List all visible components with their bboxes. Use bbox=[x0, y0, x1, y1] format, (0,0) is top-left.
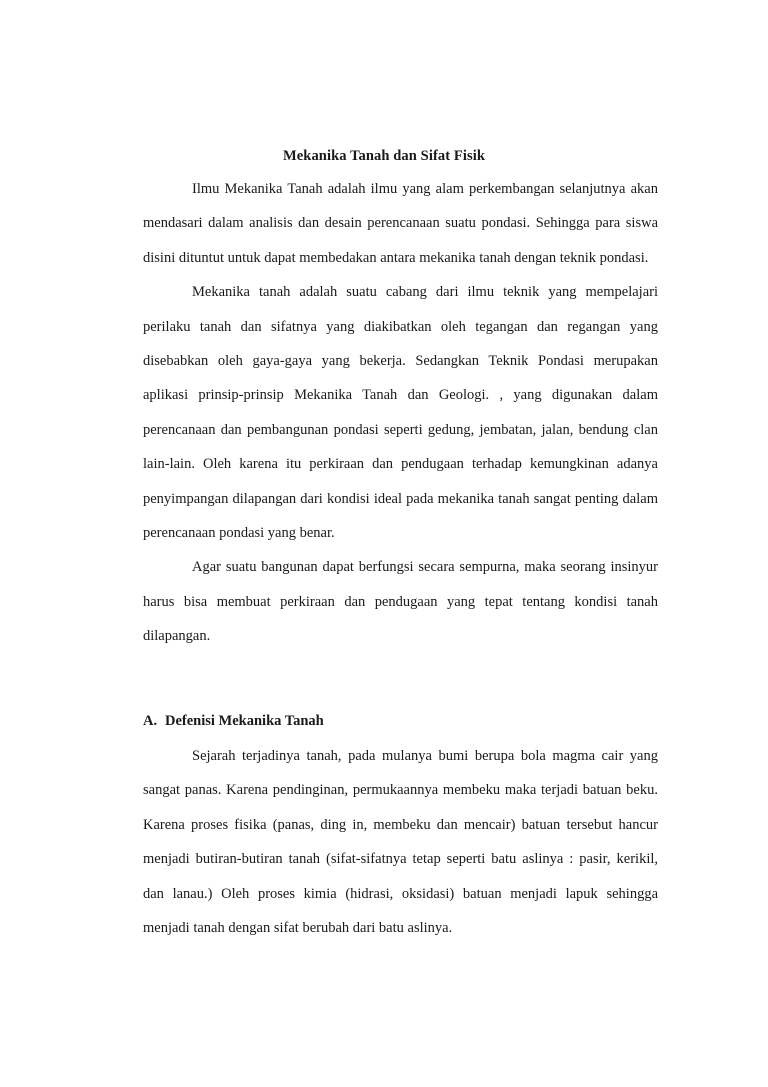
paragraph-intro-2: Mekanika tanah adalah suatu cabang dari ilmu teknik yang mempelajari perilaku tanah dan sifatnya yang diakibatkan oleh tegangan dan regangan yang disebabkan oleh gaya-gaya yang bekerja. Sedangkan Teknik Pondasi merupakan aplikasi prinsip-prinsip Mekanika Tanah dan Geologi. , yang digunakan dalam perencanaan dan pembangunan pondasi seperti gedung, jembatan, jalan, bendung clan lain-lain. Oleh karena itu perkiraan dan pendugaan terhadap kemungkinan adanya penyimpangan dilapangan dari kondisi ideal pada mekanika tanah sangat penting dalam perencanaan pondasi yang benar. bbox=[143, 284, 658, 542]
intro-text-block bbox=[143, 172, 658, 654]
section-number: A. bbox=[143, 713, 158, 729]
page-title: Mekanika Tanah dan Sifat Fisik bbox=[282, 148, 486, 164]
paragraph-intro-1: Ilmu Mekanika Tanah adalah ilmu yang alam perkembangan selanjutnya akan mendasari dalam analisis dan desain perencanaan suatu pondasi. Sehingga para siswa disini dituntut untuk dapat membedakan antara mekanika tanah dengan teknik pondasi. bbox=[143, 181, 658, 266]
paragraph-section-a-1: Sejarah terjadinya tanah, pada mulanya bumi berupa bola magma cair yang sangat panas. Karena pendinginan, permukaannya membeku maka terjadi batuan beku. Karena proses fisika (panas, ding in, membeku dan mencair) batuan tersebut hancur menjadi butiran-butiran tanah (sifat-sifatnya tetap seperti batu aslinya : pasir, kerikil, dan lanau.) Oleh proses kimia (hidrasi, oksidasi) batuan menjadi lapuk sehingga menjadi tanah dengan sifat berubah dari batu aslinya. bbox=[143, 748, 658, 937]
section-heading-a bbox=[143, 713, 324, 730]
paragraph-intro-3: Agar suatu bangunan dapat berfungsi secara sempurna, maka seorang insinyur harus bisa membuat perkiraan dan pendugaan yang tepat tentang kondisi tanah dilapangan. bbox=[143, 559, 658, 645]
section-a-text-block bbox=[143, 739, 658, 945]
section-title: Defenisi Mekanika Tanah bbox=[165, 713, 324, 729]
